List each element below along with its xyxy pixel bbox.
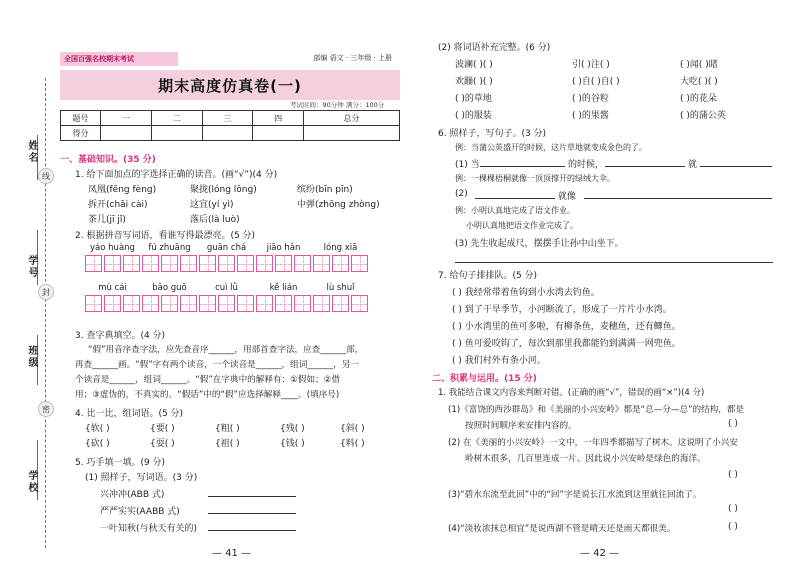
score-table [60, 110, 400, 141]
pinyin-label: mù cái [98, 283, 127, 293]
q4-pair[interactable]: {要( ) [150, 424, 175, 434]
judge-answer[interactable]: ( ) [728, 504, 738, 514]
q1-option[interactable]: 这宜(yí yì) [190, 200, 234, 210]
score-row-label: 得分 [61, 126, 101, 141]
pinyin-grid-item[interactable] [313, 243, 368, 272]
q5-2-text: (2) 将词语补充完整。(6 分) [438, 43, 551, 53]
seal-mark-secret: 密 [38, 401, 54, 417]
answer-line[interactable] [605, 166, 685, 167]
score-input-cell[interactable] [253, 126, 304, 141]
fill-item[interactable]: ( )自( )自( ) [572, 77, 620, 87]
answer-line[interactable] [208, 496, 296, 497]
q1-option[interactable]: 拆开(chāi cài) [88, 200, 148, 210]
exam-title: 期末高度仿真卷(一) [60, 70, 400, 100]
q4-pair[interactable]: {祖( ) [215, 439, 240, 449]
banner-strip: 全国百强名校期末考试 [60, 52, 178, 66]
left-page-number: — 41 — [212, 548, 252, 559]
right-page-number: — 42 — [580, 548, 620, 559]
fill-item[interactable]: 大吃( )( ) [680, 77, 718, 87]
q3-text: 3. 查字典填空。(4 分) [75, 331, 166, 341]
score-header-cell: 总分 [304, 111, 400, 126]
q3-line: 用；③虚伪的，不真实的。“假话”中的“假”应选择解释____。(填序号) [75, 390, 340, 400]
pinyin-grid-item[interactable] [142, 243, 197, 272]
pinyin-label: kě lián [269, 283, 298, 293]
answer-line[interactable] [480, 166, 565, 167]
fill-item[interactable]: ( )的蒲公英 [680, 111, 726, 121]
q7-item[interactable]: ( ) 我们村外有条小河。 [452, 356, 546, 366]
score-header-cell: 题号 [61, 111, 101, 126]
pinyin-label: guān chá [206, 243, 247, 253]
fill-item[interactable]: ( )的服装 [455, 111, 492, 121]
q5-item: 兴冲冲(ABB 式) [100, 490, 165, 500]
q7-item[interactable]: ( ) 小水湾里的鱼可多啦，有柳条鱼，麦穗鱼，还有鲫鱼。 [452, 322, 681, 332]
q1-option[interactable]: 落后(là luò) [190, 215, 240, 225]
q4-pair[interactable]: {残( ) [280, 424, 305, 434]
pinyin-label: jiāo hǎn [266, 243, 301, 253]
q3-line: 个读音是______，组词______。“假”在字典中的解释有：①假如；②借 [75, 375, 340, 385]
q4-pair[interactable]: {软( ) [85, 424, 110, 434]
q5-text: 5. 巧手填一填。(9 分) [75, 458, 166, 468]
judge-line: (4)“淡妆浓抹总相宜”是说西湖不管是晴天还是雨天都很美。 [448, 524, 676, 534]
q6-s1a: (1) 当 [455, 160, 480, 170]
banner-series: 部编 语文 · 三年级 · 上册 [313, 54, 392, 62]
q5-item: 严严实实(AABB 式) [100, 507, 180, 517]
fill-item[interactable]: ( )的花朵 [680, 94, 717, 104]
judge-answer[interactable]: ( ) [728, 522, 738, 532]
side-class-label: 班级 [26, 345, 37, 369]
q4-pair[interactable]: {粗( ) [215, 424, 240, 434]
score-header-cell: 二 [151, 111, 202, 126]
q4-pair[interactable]: {砍( ) [85, 439, 110, 449]
q7-item[interactable]: ( ) 到了干旱季节，小河断流了，形成了一片片小水湾。 [452, 305, 672, 315]
section1-heading: 一、基础知识。(35 分) [60, 155, 156, 165]
judge-line: 按照时间顺序来安排内容的。 [465, 421, 577, 431]
pinyin-label: lù shuǐ [326, 283, 355, 293]
q5-item: 一叶知秋(与秋天有关的) [100, 524, 198, 534]
pinyin-grid-item[interactable] [85, 243, 140, 272]
fill-item[interactable]: 波澜( )( ) [455, 60, 493, 70]
judge-answer[interactable]: ( ) [728, 419, 738, 429]
section2-heading: 二、积累与运用。(15 分) [432, 374, 537, 384]
q6-example: 例：小明认真地完成了语文作业。 [455, 206, 575, 215]
fill-item[interactable]: ( )的草地 [455, 94, 492, 104]
side-school-label: 学校 [26, 470, 37, 494]
q5-sub1: (1) 照样子，写词语。(3 分) [85, 473, 198, 483]
q7-text: 7. 给句子排排队。(5 分) [438, 271, 538, 281]
answer-line[interactable] [208, 513, 296, 514]
q1-option[interactable]: 茶几(jī jǐ) [88, 215, 126, 225]
exam-info: 考试时间：90分钟 满分：100分 [290, 101, 385, 109]
judge-line: (3)“碧水东流至此回”中的“回”字是说长江水流到这里就往回流了。 [448, 490, 702, 500]
judge-answer[interactable]: ( ) [728, 470, 738, 480]
answer-line[interactable] [208, 530, 296, 531]
q4-pair[interactable]: {钱( ) [280, 439, 305, 449]
score-header-cell: 三 [202, 111, 253, 126]
pinyin-label: cuì lǜ [215, 283, 238, 293]
side-name-label: 姓名 [26, 140, 37, 164]
pinyin-label: lóng xiā [323, 243, 358, 253]
score-input-cell[interactable] [101, 126, 152, 141]
fill-item[interactable]: ( )闻( )睹 [680, 60, 718, 70]
q4-pair[interactable]: {料( ) [340, 439, 365, 449]
seal-mark-line: 线 [38, 168, 54, 184]
answer-line[interactable] [475, 198, 555, 199]
score-input-cell[interactable] [202, 126, 253, 141]
q7-item[interactable]: ( ) 鱼可爱咬钩了，每次到那里我都能钓到满满一网兜鱼。 [452, 339, 681, 349]
score-input-cell[interactable] [151, 126, 202, 141]
q3-line: 再查______画。“假”字有两个读音，一个读音是______，组词______，另一 [75, 360, 359, 370]
q6-s1c: 就 [688, 160, 698, 170]
q6-example: 例：一棵棵梧桐就像一顶顶撑开的绿绒大伞。 [455, 174, 615, 183]
judge-line: 岭树木很多，几百里连成一片。因此说小兴安岭是绿色的海洋。 [465, 454, 706, 464]
score-header-cell: 四 [253, 111, 304, 126]
score-header-cell: 一 [101, 111, 152, 126]
fill-item[interactable]: ( )的果酱 [572, 111, 609, 121]
pinyin-grid-item[interactable] [142, 283, 197, 312]
pinyin-grid-item[interactable] [256, 243, 311, 272]
pinyin-grid-item[interactable] [199, 243, 254, 272]
fill-item[interactable]: ( )的谷粒 [572, 94, 609, 104]
pinyin-label: fú zhuāng [148, 243, 191, 253]
judge-line: (2) 在《美丽的小兴安岭》一文中，一年四季都描写了树木。这说明了小兴安 [448, 438, 738, 448]
s2-q1-text: 1. 我能结合课文内容来判断对错。(正确的画“√”，错误的画“×”)(4 分) [438, 388, 705, 398]
answer-line[interactable] [700, 166, 772, 167]
q7-item[interactable]: ( ) 我经常带着鱼钩到小水湾去钓鱼。 [452, 288, 600, 298]
q4-pair[interactable]: {斜( ) [340, 424, 365, 434]
binding-line [45, 78, 46, 548]
q6-s1b: 的时候， [568, 160, 605, 170]
q1-option[interactable]: 聚拢(lóng lǒng) [190, 185, 257, 195]
q1-option[interactable]: 中弹(zhōng zhòng) [297, 200, 380, 210]
q6-example: 小明认真地把语文作业完成了。 [466, 221, 578, 230]
score-input-cell[interactable] [304, 126, 400, 141]
pinyin-grid-item[interactable] [85, 283, 140, 312]
pinyin-grid-item[interactable] [256, 283, 311, 312]
pinyin-grid-item[interactable] [199, 283, 254, 312]
pinyin-label: bāo guǒ [152, 283, 187, 293]
header-banner [60, 50, 400, 72]
side-number-label: 学号 [26, 255, 37, 279]
judge-line: (1)《富饶的西沙群岛》和《美丽的小兴安岭》都是“总—分—总”的结构，都是 [448, 405, 745, 415]
q6-s3: (3) 先生收起成尺，摆摆手让孙中山坐下。 [455, 239, 624, 249]
q4-pair[interactable]: {耍( ) [150, 439, 175, 449]
answer-line[interactable] [455, 262, 773, 263]
q1-text: 1. 给下面加点的字选择正确的读音。(画“√”)(4 分) [75, 170, 278, 180]
q6-s2b: 就像 [558, 192, 577, 202]
q1-option[interactable]: 凤凰(fēng fèng) [88, 185, 157, 195]
pinyin-grid-item[interactable] [313, 283, 368, 312]
q3-line: “假”用音序查字法，应先查音序______，用部首查字法，应查______部， [88, 345, 364, 355]
q6-s2a: (2) [455, 189, 468, 199]
seal-mark-seal: 封 [38, 284, 54, 300]
q1-option[interactable]: 缤纷(bīn pīn) [297, 185, 353, 195]
answer-line[interactable] [584, 198, 772, 199]
q4-text: 4. 比一比，组词语。(5 分) [75, 409, 184, 419]
fill-item[interactable]: 引( )注( ) [572, 60, 610, 70]
q2-text: 2. 根据拼音写词语，看谁写得最漂亮。(5 分) [75, 231, 256, 241]
pinyin-label: yáo huàng [90, 243, 135, 253]
fill-item[interactable]: 欢蹦( )( ) [455, 77, 493, 87]
q6-example: 例：当蒲公英盛开的时候，这片草地就变成金色的了。 [455, 143, 647, 152]
q6-text: 6. 照样子，写句子。(3 分) [438, 129, 547, 139]
